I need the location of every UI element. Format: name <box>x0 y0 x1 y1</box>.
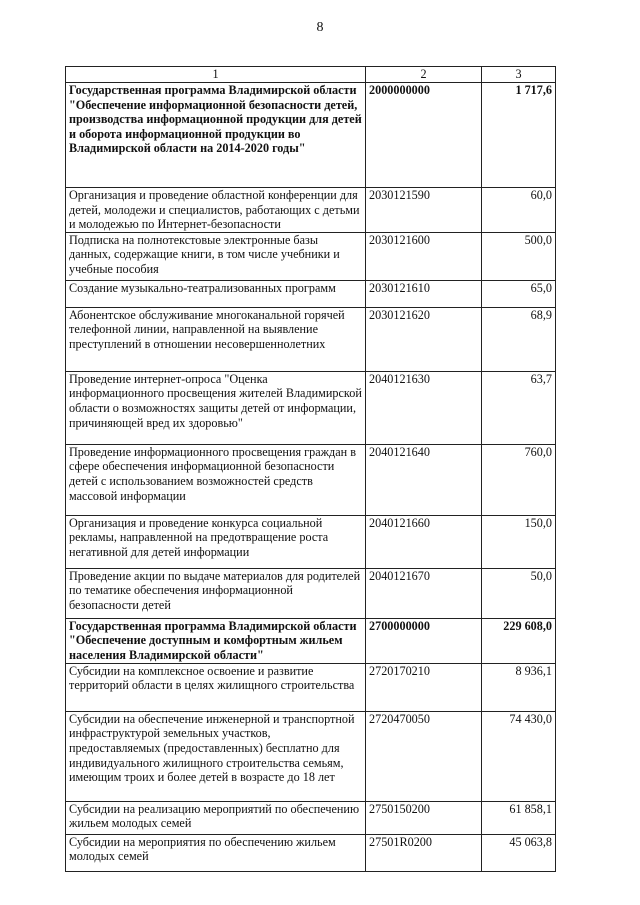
item-amount: 68,9 <box>482 307 556 371</box>
table-row <box>66 232 556 280</box>
table-row <box>66 280 556 307</box>
table-row <box>66 307 556 371</box>
item-amount: 150,0 <box>482 515 556 568</box>
table-row <box>66 568 556 618</box>
item-code: 2030121600 <box>366 232 482 280</box>
table-row <box>66 371 556 444</box>
item-name: Организация и проведение областной конференции для детей, молодежи и специалистов, работающих с детьми и молодежью по Интернет-безопасности <box>66 188 366 233</box>
item-name: Проведение интернет-опроса "Оценка информационного просвещения жителей Владимирской области о возможностях защиты детей от информации, причиняющей вред их здоровью" <box>66 371 366 444</box>
table-row <box>66 801 556 834</box>
item-name: Создание музыкально-театрализованных программ <box>66 280 366 307</box>
table-row <box>66 618 556 663</box>
table-header-row <box>66 67 556 83</box>
program-name: Государственная программа Владимирской области "Обеспечение доступным и комфортным жильем населения Владимирской области" <box>66 618 366 663</box>
table-row <box>66 444 556 515</box>
item-name: Абонентское обслуживание многоканальной горячей телефонной линии, направленной на выявление преступлений в отношении несовершеннолетних <box>66 307 366 371</box>
table-row <box>66 711 556 801</box>
table-row <box>66 834 556 871</box>
table-row <box>66 663 556 711</box>
item-amount: 50,0 <box>482 568 556 618</box>
item-amount: 65,0 <box>482 280 556 307</box>
item-name: Субсидии на мероприятия по обеспечению жильем молодых семей <box>66 834 366 871</box>
item-amount: 760,0 <box>482 444 556 515</box>
program-amount: 1 717,6 <box>482 83 556 188</box>
item-amount: 500,0 <box>482 232 556 280</box>
item-amount: 61 858,1 <box>482 801 556 834</box>
program-code: 2000000000 <box>366 83 482 188</box>
item-amount: 60,0 <box>482 188 556 233</box>
item-code: 2030121590 <box>366 188 482 233</box>
item-code: 2720470050 <box>366 711 482 801</box>
column-header-2: 2 <box>366 67 482 83</box>
table-row <box>66 83 556 188</box>
page-number: 8 <box>316 20 324 35</box>
column-header-3: 3 <box>482 67 556 83</box>
item-name: Проведение акции по выдаче материалов для родителей по тематике обеспечения информационной безопасности детей <box>66 568 366 618</box>
item-amount: 63,7 <box>482 371 556 444</box>
item-code: 2030121620 <box>366 307 482 371</box>
item-code: 2040121630 <box>366 371 482 444</box>
item-name: Проведение информационного просвещения граждан в сфере обеспечения информационной безопасности детей с использованием возможностей средств массовой информации <box>66 444 366 515</box>
program-code: 2700000000 <box>366 618 482 663</box>
item-amount: 45 063,8 <box>482 834 556 871</box>
table-row <box>66 188 556 233</box>
item-code: 2750150200 <box>366 801 482 834</box>
program-name: Государственная программа Владимирской области "Обеспечение информационной безопасности детей, производства информационной продукции для детей и оборота информационной продукции во Владимирской области на 2014-2020 годы" <box>66 83 366 188</box>
item-code: 2040121670 <box>366 568 482 618</box>
budget-table <box>65 66 556 872</box>
column-header-1: 1 <box>66 67 366 83</box>
item-code: 2040121660 <box>366 515 482 568</box>
item-name: Организация и проведение конкурса социальной рекламы, направленной на предотвращение роста негативной для детей информации <box>66 515 366 568</box>
item-name: Субсидии на реализацию мероприятий по обеспечению жильем молодых семей <box>66 801 366 834</box>
item-amount: 8 936,1 <box>482 663 556 711</box>
item-code: 2040121640 <box>366 444 482 515</box>
item-name: Подписка на полнотекстовые электронные базы данных, содержащие книги, в том числе учебники и учебные пособия <box>66 232 366 280</box>
item-code: 27501R0200 <box>366 834 482 871</box>
item-code: 2720170210 <box>366 663 482 711</box>
item-amount: 74 430,0 <box>482 711 556 801</box>
program-amount: 229 608,0 <box>482 618 556 663</box>
table-row <box>66 515 556 568</box>
item-name: Субсидии на комплексное освоение и развитие территорий области в целях жилищного строительства <box>66 663 366 711</box>
item-code: 2030121610 <box>366 280 482 307</box>
item-name: Субсидии на обеспечение инженерной и транспортной инфраструктурой земельных участков, предоставляемых (предоставленных) бесплатно для индивидуального жилищного строительства семьям, имеющим троих и более детей в возрасте до 18 лет <box>66 711 366 801</box>
